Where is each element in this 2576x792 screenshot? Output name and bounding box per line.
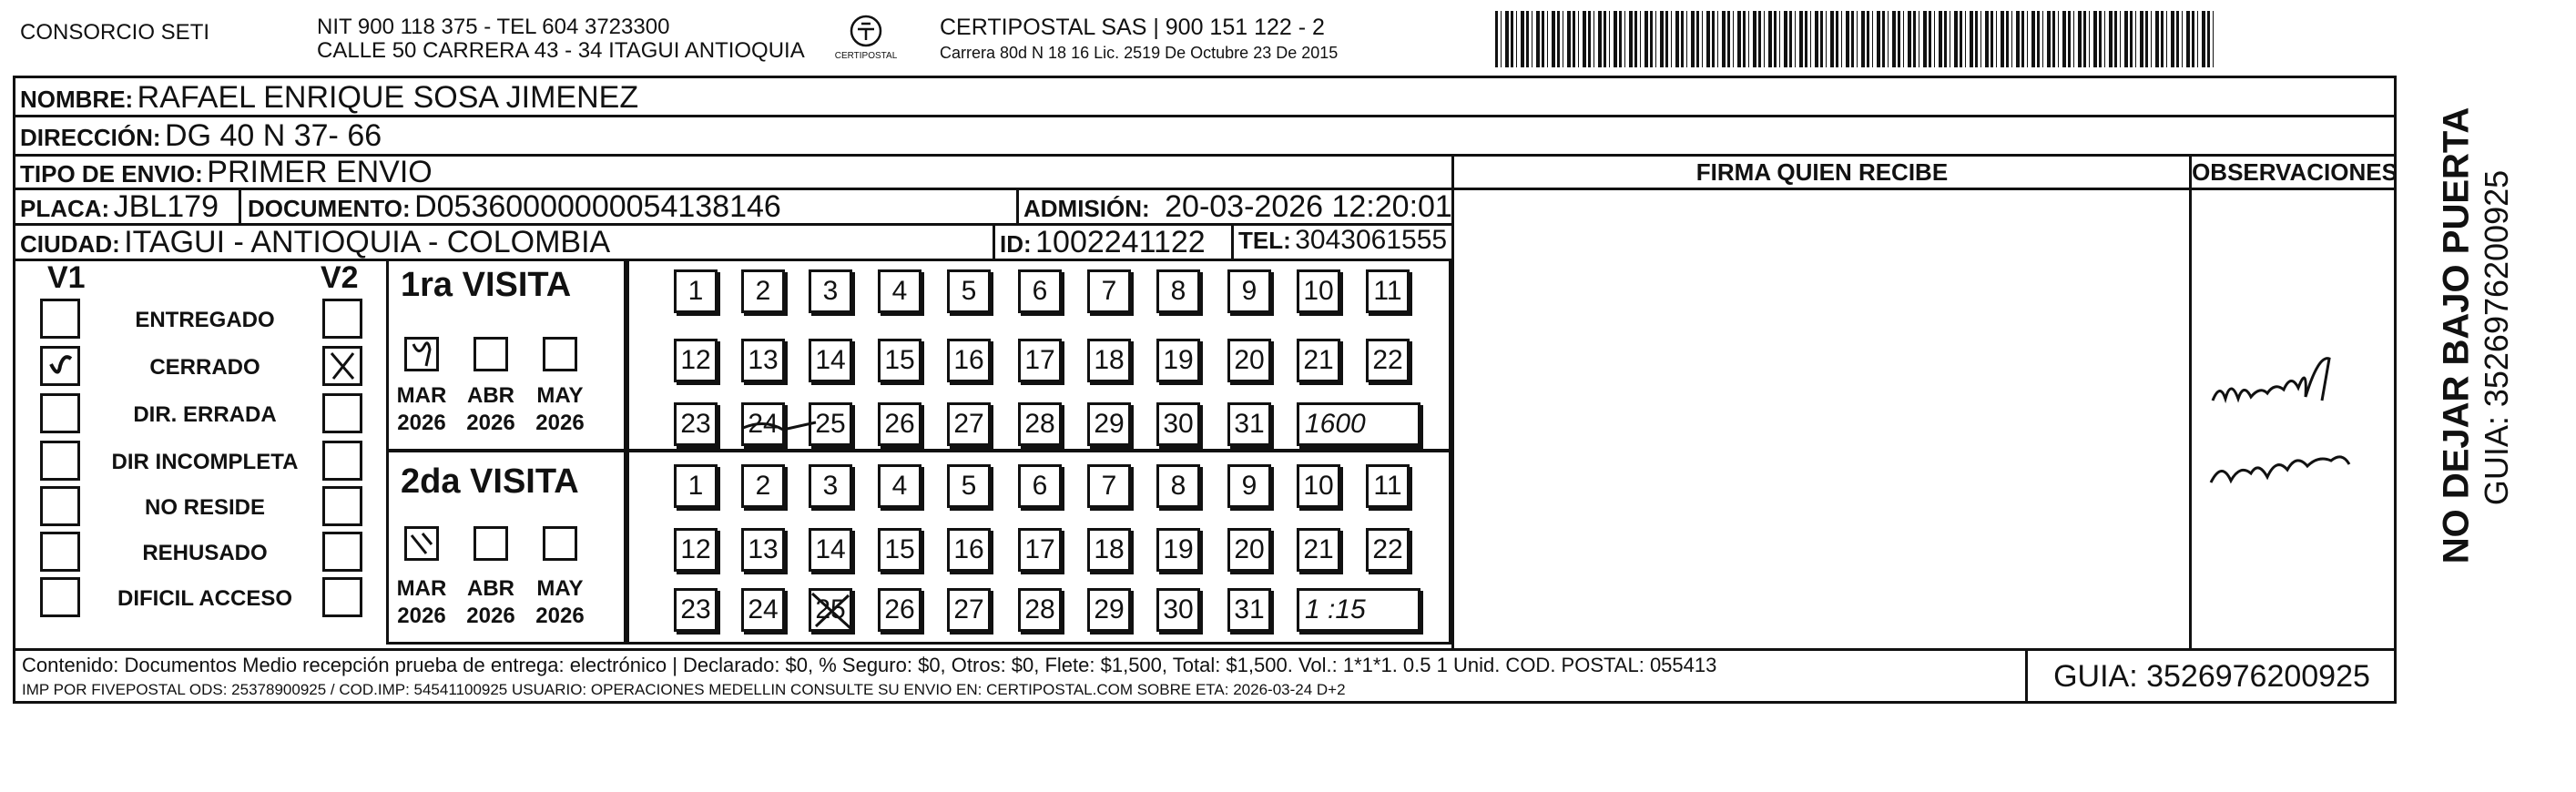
nit-line: NIT 900 118 375 - TEL 604 3723300 [317,15,670,39]
v1-checkbox[interactable] [40,532,80,572]
tipo-envio-value: PRIMER ENVIO [207,155,433,189]
v2-checkbox[interactable] [322,441,362,481]
visit1-day-box[interactable]: 17 [1018,339,1062,382]
visit1-day-box[interactable]: 22 [1366,339,1410,382]
visit1-day-box[interactable]: 28 [1018,402,1062,446]
status-option-label: DIR. ERRADA [133,402,277,427]
address-line: CALLE 50 CARRERA 43 - 34 ITAGUI ANTIOQUIA [317,38,805,63]
v2-x-mark [322,346,362,386]
visit2-day-box[interactable]: 24 [741,588,785,632]
v1-label: V1 [47,260,86,295]
visit1-day-box[interactable]: 12 [674,339,718,382]
v1-checkbox[interactable] [40,393,80,433]
ciudad-label: CIUDAD: [20,230,120,258]
visit2-day-box[interactable]: 16 [947,528,991,572]
observaciones-header: OBSERVACIONES [2192,157,2398,186]
visit1-title: 1ra VISITA [401,266,572,304]
v2-checkbox[interactable] [322,299,362,339]
status-option-label: REHUSADO [142,541,268,565]
visit1-day-box[interactable]: 29 [1087,402,1131,446]
documento-value: D05360000000054138146 [414,189,781,224]
month-label: MAR [396,383,447,408]
visit2-time-box[interactable]: 1 :15 [1297,588,1420,632]
certipostal-logo [825,13,907,67]
visit2-day-box[interactable]: 10 [1297,464,1340,508]
id-label: ID: [1000,230,1032,258]
visit1-day-box[interactable]: 21 [1297,339,1340,382]
visit1-day-box[interactable]: 23 [674,402,718,446]
visit1-day-box[interactable]: 19 [1156,339,1200,382]
visit2-day-box[interactable]: 18 [1087,528,1131,572]
logo-text: CERTIPOSTAL [834,51,898,61]
month-mark [404,337,439,371]
visit1-day-box[interactable]: 6 [1018,269,1062,313]
visit2-day-box[interactable]: 31 [1227,588,1271,632]
visit1-day-box[interactable]: 1 [674,269,718,313]
obs-line-2 [2204,355,2205,356]
v1-checkbox[interactable] [40,577,80,617]
admision-label: ADMISIÓN: [1023,195,1150,222]
v2-checkbox[interactable] [322,532,362,572]
month-label: MAY [536,383,584,408]
visit1-day-box[interactable]: 18 [1087,339,1131,382]
tel-value: 3043061555 [1295,225,1448,255]
month-label: MAY [536,576,584,601]
barcode [1495,11,2215,67]
tipo-envio-label: TIPO DE ENVIO: [20,160,203,188]
contenido-line: Contenido: Documentos Medio recepción prueba de entrega: electrónico | Declarado: $0, % Seguro: $0, Otros: $0, Flete: $1,500, Total: $1,500. Vol.: 1*1*1. 0.5 1 Unid. COD. POSTAL: 055413 [22,654,1717,676]
visit1-day-box[interactable]: 30 [1156,402,1200,446]
visit2-day-scribble [807,588,858,635]
cert-line: CERTIPOSTAL SAS | 900 151 122 - 2 [940,15,1325,40]
status-option-label: DIFICIL ACCESO [117,586,292,611]
year-label: 2026 [397,604,446,628]
firma-header: FIRMA QUIEN RECIBE [1695,157,1949,186]
visit2-day-box[interactable]: 2 [741,464,785,508]
v2-checkbox[interactable] [322,577,362,617]
month-label: ABR [467,383,514,408]
visit2-day-box[interactable]: 17 [1018,528,1062,572]
month-label: MAR [396,576,447,601]
status-option-label: NO RESIDE [144,495,266,520]
visit2-day-box[interactable]: 30 [1156,588,1200,632]
visit1-day-box[interactable]: 24 [741,402,785,446]
status-option-label: ENTREGADO [135,308,275,332]
visit1-day-box[interactable]: 27 [947,402,991,446]
visit2-day-box[interactable]: 15 [878,528,921,572]
visit1-day-box[interactable]: 26 [878,402,921,446]
visit2-day-box[interactable]: 5 [947,464,991,508]
visit2-day-box[interactable]: 27 [947,588,991,632]
visit1-day-box[interactable]: 7 [1087,269,1131,313]
visit1-day-box[interactable]: 2 [741,269,785,313]
ciudad-value: ITAGUI - ANTIOQUIA - COLOMBIA [124,225,611,259]
year-label: 2026 [466,604,515,628]
visit1-day-box[interactable]: 15 [878,339,921,382]
visit2-day-box[interactable]: 4 [878,464,921,508]
obs-line-1 [2204,346,2205,347]
visit1-day-box[interactable]: 14 [809,339,852,382]
month-checkbox[interactable] [543,337,577,371]
year-label: 2026 [466,411,515,435]
nombre-label: NOMBRE: [20,86,134,113]
visit2-day-box[interactable]: 1 [674,464,718,508]
month-label: ABR [467,576,514,601]
visit1-day-box[interactable]: 31 [1227,402,1271,446]
side-text-area [2402,100,2515,610]
visit1-day-box[interactable]: 10 [1297,269,1340,313]
admision-value: 20-03-2026 12:20:01 [1165,189,1452,224]
visit2-day-box[interactable]: 14 [809,528,852,572]
v1-checkbox[interactable] [40,486,80,526]
visit1-day-box[interactable]: 16 [947,339,991,382]
year-label: 2026 [535,604,585,628]
month-checkbox[interactable] [473,337,508,371]
visit2-day-box[interactable]: 26 [878,588,921,632]
visit2-day-box[interactable]: 29 [1087,588,1131,632]
v2-label: V2 [321,260,359,295]
visit2-day-box[interactable]: 8 [1156,464,1200,508]
company-name: CONSORCIO SETI [20,20,210,45]
signature-area[interactable] [1457,193,2185,645]
status-option-label: CERRADO [149,355,260,380]
placa-value: JBL179 [113,189,219,224]
imp-line: IMP POR FIVEPOSTAL ODS: 25378900925 / COD.IMP: 54541100925 USUARIO: OPERACIONES MEDELLIN CONSULTE SU ENVIO EN: CERTIPOSTAL.COM SOBRE ETA: 2026-03-24 D+2 [22,681,1346,698]
side-guia-text: GUIA: 3526976200925 [2478,169,2515,506]
v1-checkbox[interactable] [40,441,80,481]
visit2-day-box[interactable]: 7 [1087,464,1131,508]
visit2-day-box[interactable]: 6 [1018,464,1062,508]
cert-address: Carrera 80d N 18 16 Lic. 2519 De Octubre 23 De 2015 [940,44,1339,62]
v1-check-mark [40,346,80,386]
documento-label: DOCUMENTO: [248,195,411,222]
visit2-day-box[interactable]: 21 [1297,528,1340,572]
visit1-day-box[interactable]: 25 [809,402,852,446]
observation-handwriting [2204,346,2367,523]
v2-checkbox[interactable] [322,486,362,526]
visit1-day-box[interactable]: 9 [1227,269,1271,313]
year-label: 2026 [397,411,446,435]
placa-label: PLACA: [20,195,110,222]
v2-checkbox[interactable] [322,393,362,433]
visit1-day-scribble [738,402,820,448]
month-checkbox[interactable] [473,526,508,561]
month-mark [404,526,439,561]
visit2-day-box[interactable]: 23 [674,588,718,632]
id-value: 1002241122 [1035,225,1206,259]
tel-label: TEL: [1238,227,1291,254]
visit2-day-box[interactable]: 28 [1018,588,1062,632]
visit1-time-box[interactable]: 1600 [1297,402,1420,446]
visit1-day-box[interactable]: 3 [809,269,852,313]
visit2-day-box[interactable]: 19 [1156,528,1200,572]
visit2-day-box[interactable]: 11 [1366,464,1410,508]
visit1-day-box[interactable]: 11 [1366,269,1410,313]
visit1-day-box[interactable]: 5 [947,269,991,313]
visit1-day-box[interactable]: 8 [1156,269,1200,313]
visit2-title: 2da VISITA [401,462,579,501]
nombre-value: RAFAEL ENRIQUE SOSA JIMENEZ [137,80,639,115]
direccion-label: DIRECCIÓN: [20,124,161,151]
v1-checkbox[interactable] [40,299,80,339]
visit2-day-box[interactable]: 20 [1227,528,1271,572]
visit1-day-box[interactable]: 20 [1227,339,1271,382]
visit1-day-box[interactable]: 13 [741,339,785,382]
direccion-value: DG 40 N 37- 66 [165,118,382,153]
visit2-day-box[interactable]: 3 [809,464,852,508]
year-label: 2026 [535,411,585,435]
status-option-label: DIR INCOMPLETA [111,450,299,474]
no-dejar-text: NO DEJAR BAJO PUERTA [2436,107,2477,564]
visit2-day-box[interactable]: 12 [674,528,718,572]
visit2-day-box[interactable]: 22 [1366,528,1410,572]
visit1-day-box[interactable]: 4 [878,269,921,313]
footer-guia: GUIA: 3526976200925 [2053,658,2370,694]
visit2-day-box[interactable]: 13 [741,528,785,572]
visit2-day-box[interactable]: 9 [1227,464,1271,508]
visit2-day-box[interactable]: 25 [809,588,852,632]
month-checkbox[interactable] [543,526,577,561]
